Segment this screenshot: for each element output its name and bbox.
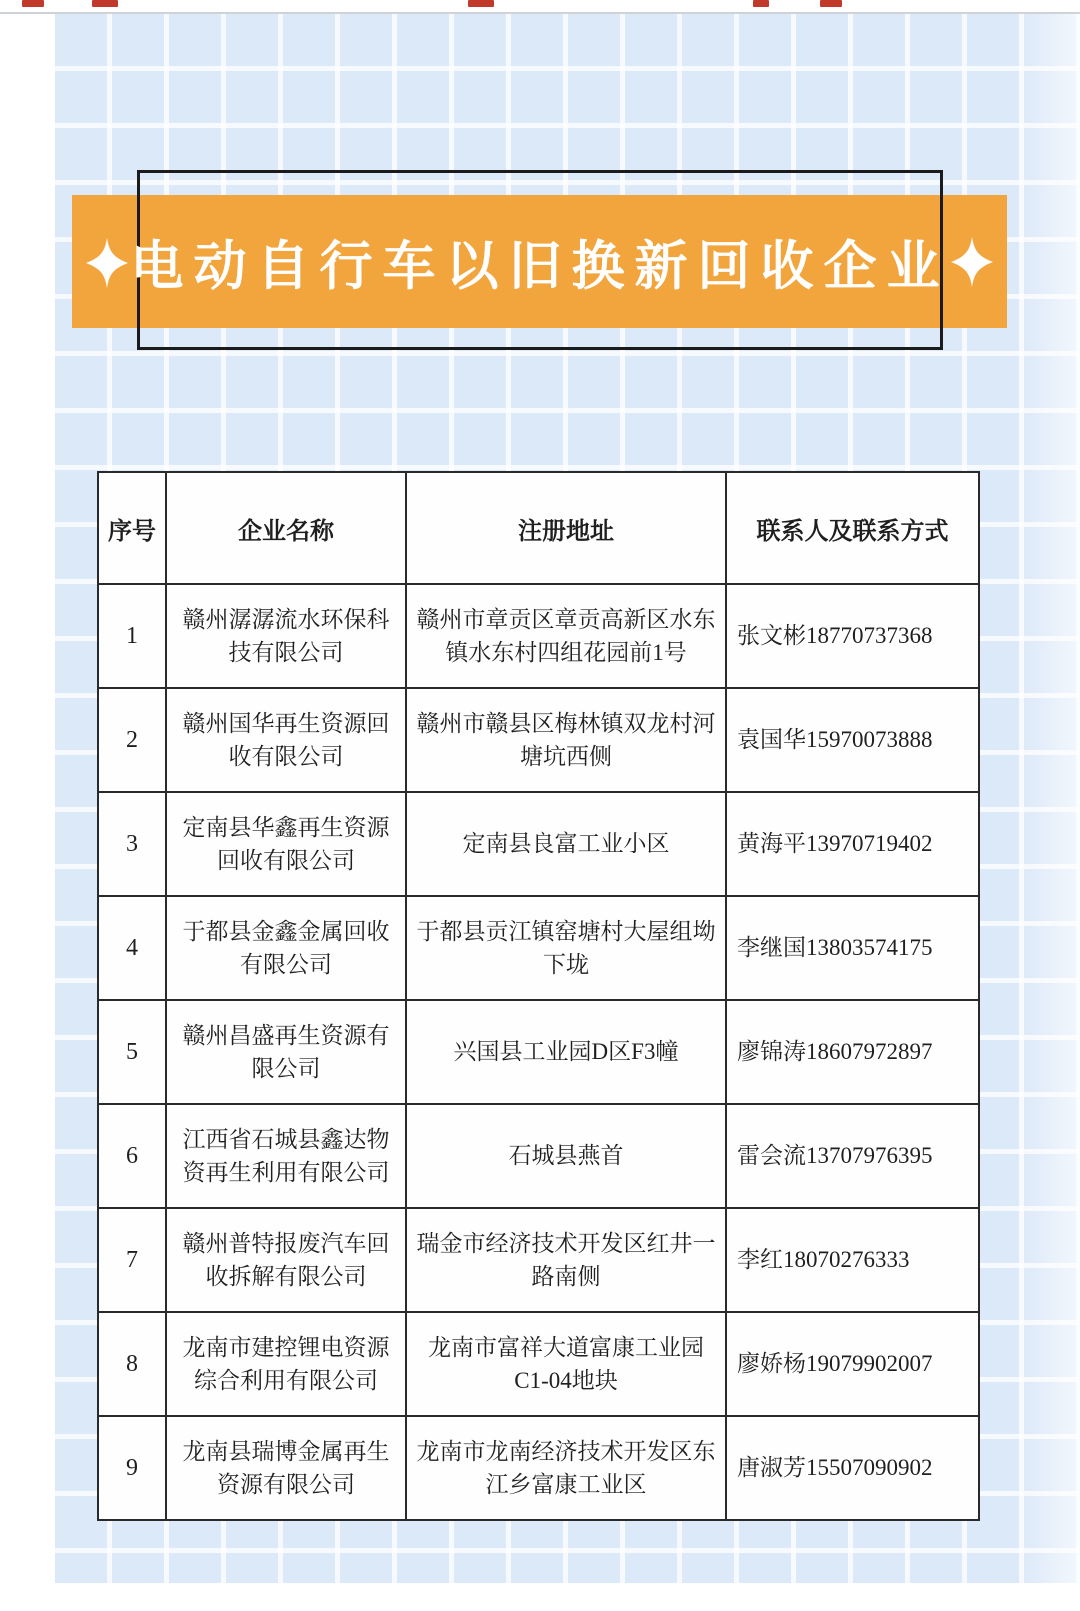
sparkle-icon — [86, 237, 128, 289]
cropped-red-text-fragment — [468, 0, 494, 7]
company-name-cell: 江西省石城县鑫达物资再生利用有限公司 — [166, 1104, 406, 1208]
contact-cell: 雷会流13707976395 — [726, 1104, 979, 1208]
serial-cell: 6 — [98, 1104, 166, 1208]
contact-cell: 袁国华15970073888 — [726, 688, 979, 792]
serial-cell: 7 — [98, 1208, 166, 1312]
column-header-address: 注册地址 — [406, 472, 726, 584]
column-header-serial: 序号 — [98, 472, 166, 584]
page-title: 电动自行车以旧换新回收企业 — [130, 236, 950, 296]
cropped-red-text-fragment — [753, 0, 769, 7]
company-name-cell: 定南县华鑫再生资源回收有限公司 — [166, 792, 406, 896]
serial-cell: 2 — [98, 688, 166, 792]
table-row — [98, 896, 979, 1000]
company-name-cell: 于都县金鑫金属回收有限公司 — [166, 896, 406, 1000]
address-cell: 于都县贡江镇窑塘村大屋组坳下垅 — [406, 896, 726, 1000]
contact-cell: 张文彬18770737368 — [726, 584, 979, 688]
address-cell: 龙南市龙南经济技术开发区东江乡富康工业区 — [406, 1416, 726, 1520]
column-header-company: 企业名称 — [166, 472, 406, 584]
address-cell: 赣州市赣县区梅林镇双龙村河塘坑西侧 — [406, 688, 726, 792]
address-cell: 瑞金市经济技术开发区红井一路南侧 — [406, 1208, 726, 1312]
address-cell: 定南县良富工业小区 — [406, 792, 726, 896]
table-row — [98, 1104, 979, 1208]
contact-cell: 黄海平13970719402 — [726, 792, 979, 896]
address-cell: 石城县燕首 — [406, 1104, 726, 1208]
address-cell: 赣州市章贡区章贡高新区水东镇水东村四组花园前1号 — [406, 584, 726, 688]
table-row — [98, 1208, 979, 1312]
contact-cell: 廖锦涛18607972897 — [726, 1000, 979, 1104]
table-row — [98, 792, 979, 896]
contact-cell: 唐淑芳15507090902 — [726, 1416, 979, 1520]
companies-table — [97, 471, 980, 1521]
contact-cell: 李红18070276333 — [726, 1208, 979, 1312]
company-name-cell: 赣州潺潺流水环保科技有限公司 — [166, 584, 406, 688]
cropped-red-text-fragment — [820, 0, 842, 7]
company-name-cell: 龙南市建控锂电资源综合利用有限公司 — [166, 1312, 406, 1416]
table-row — [98, 584, 979, 688]
cropped-red-text-fragment — [22, 0, 44, 7]
contact-cell: 廖娇杨19079902007 — [726, 1312, 979, 1416]
table-row — [98, 1000, 979, 1104]
sparkle-icon — [951, 236, 993, 288]
serial-cell: 8 — [98, 1312, 166, 1416]
serial-cell: 5 — [98, 1000, 166, 1104]
table-row — [98, 1416, 979, 1520]
address-cell: 龙南市富祥大道富康工业园C1-04地块 — [406, 1312, 726, 1416]
serial-cell: 9 — [98, 1416, 166, 1520]
table-header-row — [98, 472, 979, 584]
serial-cell: 1 — [98, 584, 166, 688]
contact-cell: 李继国13803574175 — [726, 896, 979, 1000]
table-row — [98, 688, 979, 792]
company-name-cell: 赣州昌盛再生资源有限公司 — [166, 1000, 406, 1104]
table-row — [98, 1312, 979, 1416]
column-header-contact: 联系人及联系方式 — [726, 472, 979, 584]
serial-cell: 3 — [98, 792, 166, 896]
address-cell: 兴国县工业园D区F3幢 — [406, 1000, 726, 1104]
company-name-cell: 赣州普特报废汽车回收拆解有限公司 — [166, 1208, 406, 1312]
serial-cell: 4 — [98, 896, 166, 1000]
company-name-cell: 龙南县瑞博金属再生资源有限公司 — [166, 1416, 406, 1520]
table-body — [98, 584, 979, 1520]
cropped-red-text-fragment — [92, 0, 118, 7]
company-name-cell: 赣州国华再生资源回收有限公司 — [166, 688, 406, 792]
